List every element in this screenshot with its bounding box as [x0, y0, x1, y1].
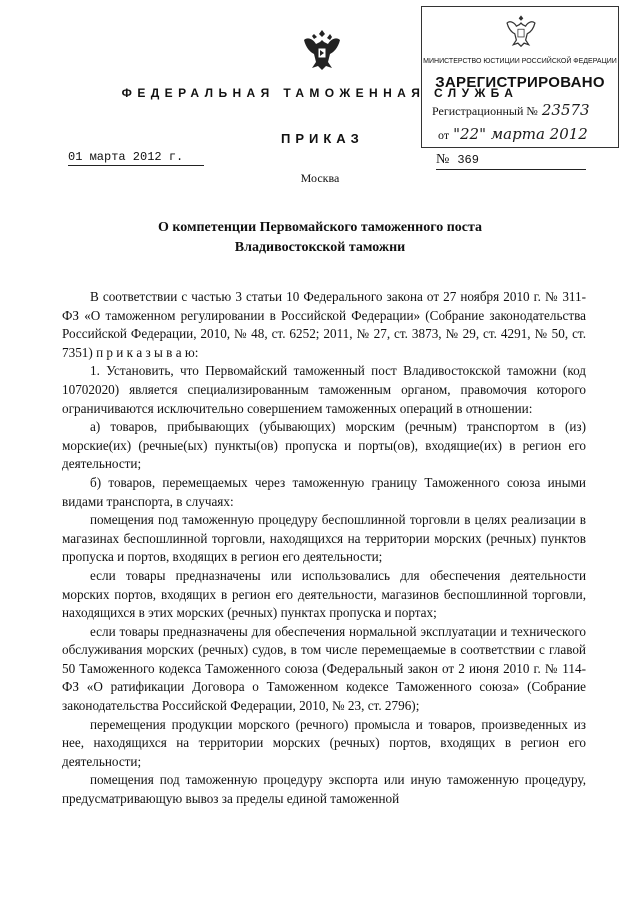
stamp-coat-of-arms-icon	[504, 11, 538, 49]
registration-stamp	[421, 6, 619, 148]
stamp-registration-date	[438, 125, 588, 143]
order-body	[62, 288, 586, 809]
russian-coat-of-arms-icon	[300, 26, 344, 72]
stamp-registered: ЗАРЕГИСТРИРОВАНО	[435, 74, 605, 91]
paragraph: если товары предназначены для обеспечения нормальной эксплуатации и технического обслуживания морских (речных) судов, в том числе перемещаемые в соответствии с главой 50 Таможенного кодекса Таможенного союза (Федеральный закон от 2 июня 2010 г. № 114-ФЗ «О ратификации Договора о Таможенном кодексе Таможенного союза» (Собрание законодательства Российской Федерации, 2010, № 23, ст. 2796);	[62, 623, 586, 714]
agency-name: ФЕДЕРАЛЬНАЯ ТАМОЖЕННАЯ СЛУЖБА	[121, 86, 519, 100]
paragraph: если товары предназначены или использовались для обеспечения деятельности морских портов, входящих в регион его деятельности, магазинов беспошлинной торговли, находящихся в этих морских (речных) пунктах пропуска и портах;	[62, 567, 586, 621]
document-type: ПРИКАЗ	[281, 131, 364, 146]
order-number-value: 369	[457, 153, 479, 167]
paragraph: помещения под таможенную процедуру беспошлинной торговли в целях реализации в магазинах беспошлинной торговли, находящихся на территории морских (речных) пунктов пропуска и портов, входящих в регион его деятельности;	[62, 512, 586, 565]
order-number	[436, 152, 586, 170]
order-title	[0, 218, 640, 258]
paragraph: помещения под таможенную процедуру экспорта или иную таможенную процедуру, предусматривающую вывоз за пределы единой таможенной	[62, 772, 586, 807]
paragraph: перемещения продукции морского (речного) промысла и товаров, произведенных из нее, находящихся на территории морских (речных) портов, входящих в регион его деятельности;	[62, 716, 586, 769]
paragraph: 1. Установить, что Первомайский таможенный пост Владивостокской таможни (код 10702020) является специализированным таможенным органом, правомочия которого ограничиваются исключительно совершением таможенных операций в отношении:	[62, 363, 586, 416]
stamp-date-prefix: от	[438, 128, 450, 142]
stamp-registration-value: 23573	[541, 101, 590, 119]
paragraph: а) товаров, прибывающих (убывающих) морским (речным) транспортом в (из) морские(их) (речные(ых) пункты(ов) пропуска и порты(ов), входящие(их) в регион его деятельности;	[62, 419, 586, 472]
stamp-registration-number	[432, 101, 590, 119]
city: Москва	[300, 171, 340, 185]
paragraph: б) товаров, перемещаемых через таможенную границу Таможенного союза иными видами транспорта, в случаях:	[62, 474, 586, 509]
stamp-date-value: "22" марта 2012	[453, 125, 588, 143]
order-number-label: №	[436, 152, 450, 167]
stamp-registration-label: Регистрационный №	[432, 104, 538, 118]
paragraph: В соответствии с частью 3 статьи 10 Федерального закона от 27 ноября 2010 г. № 311-ФЗ «О таможенном регулировании в Российской Федерации» (Собрание законодательства Российской Федерации, 2010, № 48, ст. 6252; 2011, № 27, ст. 3873, № 29, ст. 4291, № 50, ст. 7351) п р и к а з ы в а ю:	[62, 289, 586, 360]
order-title-line-2: Владивостокской таможни	[234, 240, 406, 255]
order-date: 01 марта 2012 г.	[68, 150, 204, 166]
stamp-ministry: МИНИСТЕРСТВО ЮСТИЦИИ РОССИЙСКОЙ ФЕДЕРАЦИИ	[423, 58, 617, 65]
order-title-line-1: О компетенции Первомайского таможенного поста	[157, 220, 483, 235]
